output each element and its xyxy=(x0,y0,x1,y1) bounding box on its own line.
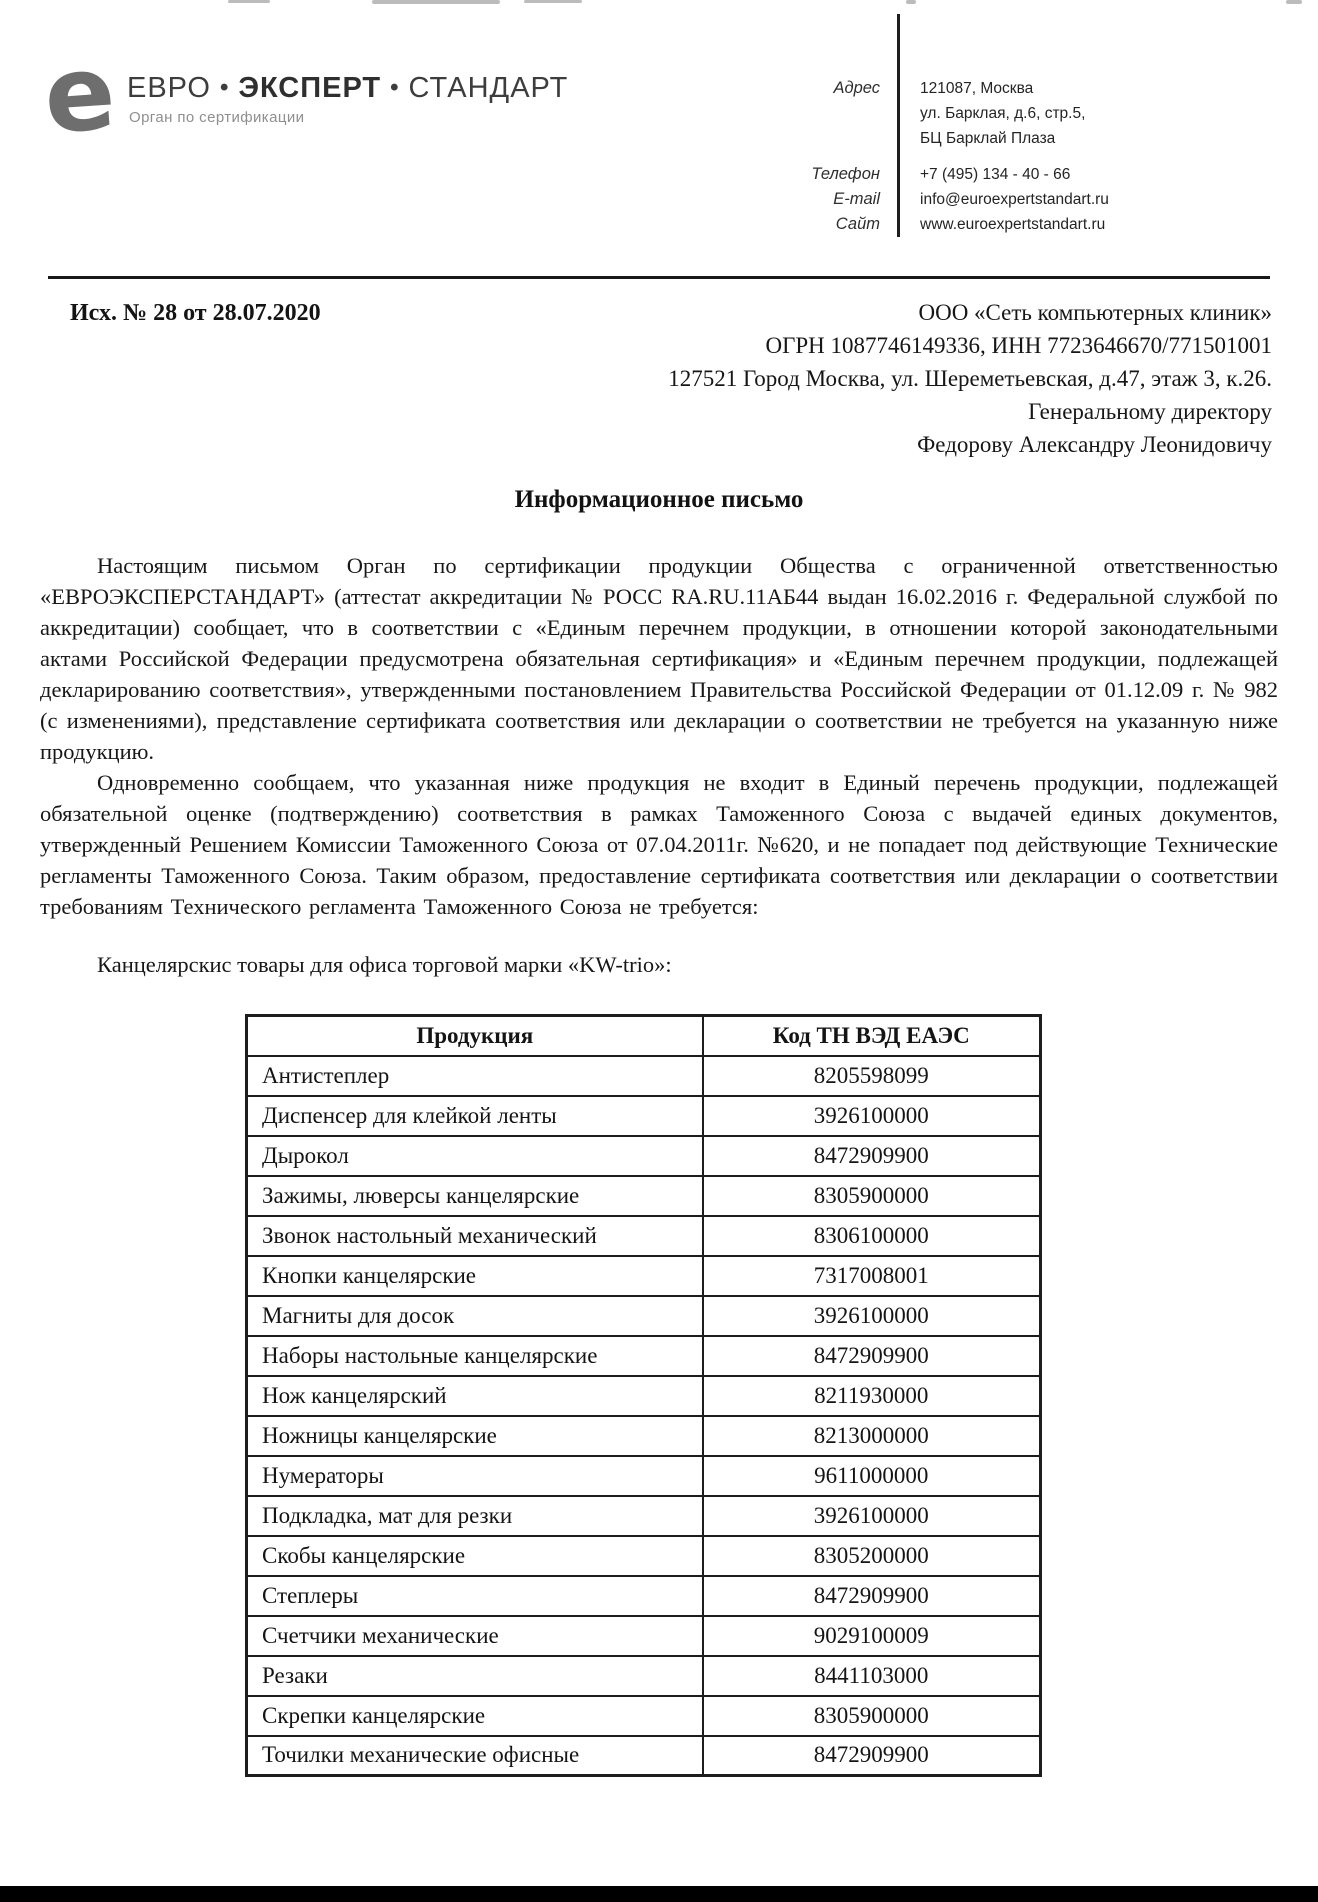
company-name xyxy=(127,72,568,105)
product-cell: Скрепки канцелярские xyxy=(247,1696,703,1736)
product-cell: Степлеры xyxy=(247,1576,703,1616)
product-cell: Диспенсер для клейкой ленты xyxy=(247,1096,703,1136)
address-line: БЦ Барклай Плаза xyxy=(920,130,1056,147)
spacer xyxy=(560,151,1280,162)
contact-block xyxy=(560,76,1280,237)
code-cell: 7317008001 xyxy=(703,1256,1041,1296)
code-cell: 8441103000 xyxy=(703,1656,1041,1696)
phone-value: +7 (495) 134 - 40 - 66 xyxy=(920,166,1071,183)
table-row xyxy=(247,1616,1041,1656)
code-cell: 3926100000 xyxy=(703,1296,1041,1336)
letter-paragraph: Настоящим письмом Орган по сертификации продукции Общества с ограниченной ответственностью «ЕВРОЭКСПЕРСТАНДАРТ» (аттестат аккредитации № РОСС RA.RU.11АБ44 выдан 16.02.2016 г. Федеральной службой по аккредитации) сообщает, что в соответствии с «Единым перечнем продукции, в отношении которой законодательными актами Российской Федерации предусмотрена обязательная сертификация» и «Единым перечнем продукции, подлежащей декларированию соответствия», утвержденными постановлением Правительства Российской Федерации от 01.12.09 г. № 982 (с изменениями), представление сертификата соответствия или декларации о соответствии не требуется на указанную ниже продукцию. xyxy=(40,553,1278,764)
table-row xyxy=(247,1136,1041,1176)
email-label: E-mail xyxy=(833,190,880,208)
letter-paragraph: Одновременно сообщаем, что указанная ниже продукция не входит в Единый перечень продукции, подлежащей обязательной оценке (подтверждению) соответствия в рамках Таможенного Союза с выдачей единых документов, утвержденный Решением Комиссии Таможенного Союза от 07.04.2011г. №620, и не попадает под действующие Технические регламенты Таможенного Союза. Таким образом, предоставление сертификата соответствия или декларации о соответствии требованиям Технического регламента Таможенного Союза не требуется: xyxy=(40,770,1278,919)
product-cell: Ножницы канцелярские xyxy=(247,1416,703,1456)
addressee-line: Генеральному директору xyxy=(1028,399,1272,424)
table-header-row xyxy=(247,1016,1041,1056)
addressee-line: 127521 Город Москва, ул. Шереметьевская, д.47, этаж 3, к.26. xyxy=(668,366,1272,391)
code-cell: 8305900000 xyxy=(703,1696,1041,1736)
scan-artifact xyxy=(1286,0,1302,4)
table-row xyxy=(247,1656,1041,1696)
table-row xyxy=(247,1416,1041,1456)
product-cell: Счетчики механические xyxy=(247,1616,703,1656)
address-label: Адрес xyxy=(833,79,880,97)
product-cell: Зажимы, люверсы канцелярские xyxy=(247,1176,703,1216)
product-cell: Дырокол xyxy=(247,1136,703,1176)
email-value: info@euroexpertstandart.ru xyxy=(920,191,1109,208)
scan-artifact xyxy=(906,0,916,4)
addressee-block xyxy=(668,296,1272,461)
code-cell: 9029100009 xyxy=(703,1616,1041,1656)
addressee-line: ОГРН 1087746149336, ИНН 7723646670/771501001 xyxy=(765,333,1272,358)
scan-artifact xyxy=(524,0,582,3)
products-table xyxy=(245,1014,1042,1777)
letter-body xyxy=(40,486,1278,1777)
table-row xyxy=(247,1376,1041,1416)
scan-artifact xyxy=(228,0,270,3)
product-cell: Подкладка, мат для резки xyxy=(247,1496,703,1536)
table-row xyxy=(247,1216,1041,1256)
table-row xyxy=(247,1696,1041,1736)
table-row xyxy=(247,1536,1041,1576)
table-row xyxy=(247,1576,1041,1616)
table-row xyxy=(247,1096,1041,1136)
product-cell: Антистеплер xyxy=(247,1056,703,1096)
address-line: ул. Барклая, д.6, стр.5, xyxy=(920,105,1086,122)
addressee-line: ООО «Сеть компьютерных клиник» xyxy=(918,300,1272,325)
table-row xyxy=(247,1176,1041,1216)
company-tagline: Орган по сертификации xyxy=(129,109,305,126)
bullet-separator-icon: • xyxy=(390,74,400,101)
outgoing-ref-number: Исх. № 28 от 28.07.2020 xyxy=(70,300,321,326)
code-cell: 8305200000 xyxy=(703,1536,1041,1576)
product-cell: Скобы канцелярские xyxy=(247,1536,703,1576)
bullet-separator-icon: • xyxy=(219,74,230,101)
code-cell: 8305900000 xyxy=(703,1176,1041,1216)
code-cell: 8306100000 xyxy=(703,1216,1041,1256)
code-cell: 3926100000 xyxy=(703,1096,1041,1136)
code-cell: 8205598099 xyxy=(703,1056,1041,1096)
code-cell: 9611000000 xyxy=(703,1456,1041,1496)
brand-word-expert: ЭКСПЕРТ xyxy=(238,72,382,104)
scan-bottom-edge-bar xyxy=(0,1886,1318,1902)
product-cell: Резаки xyxy=(247,1656,703,1696)
letterhead-divider-rule xyxy=(48,276,1270,279)
site-label: Сайт xyxy=(835,215,880,233)
code-cell: 8472909900 xyxy=(703,1576,1041,1616)
product-cell: Магниты для досок xyxy=(247,1296,703,1336)
table-row xyxy=(247,1496,1041,1536)
code-cell: 8472909900 xyxy=(703,1736,1041,1776)
product-cell: Кнопки канцелярские xyxy=(247,1256,703,1296)
code-cell: 3926100000 xyxy=(703,1496,1041,1536)
site-value: www.euroexpertstandart.ru xyxy=(920,216,1106,233)
table-row xyxy=(247,1056,1041,1096)
contact-row-phone xyxy=(560,162,1280,187)
contact-row-email xyxy=(560,187,1280,212)
product-cell: Наборы настольные канцелярские xyxy=(247,1336,703,1376)
phone-label: Телефон xyxy=(811,165,880,183)
table-row xyxy=(247,1736,1041,1776)
letter-title: Информационное письмо xyxy=(514,486,804,513)
table-row xyxy=(247,1256,1041,1296)
product-cell: Звонок настольный механический xyxy=(247,1216,703,1256)
addressee-line: Федорову Александру Леонидовичу xyxy=(917,432,1272,457)
contact-row-site xyxy=(560,212,1280,237)
table-row xyxy=(247,1296,1041,1336)
product-cell: Нож канцелярский xyxy=(247,1376,703,1416)
address-value xyxy=(920,76,1085,151)
address-line: 121087, Москва xyxy=(920,80,1034,97)
product-cell: Нумераторы xyxy=(247,1456,703,1496)
brand-word-evro: ЕВРО xyxy=(127,72,211,104)
column-header-code: Код ТН ВЭД ЕАЭС xyxy=(703,1016,1041,1056)
company-logo-e-icon: e xyxy=(40,30,120,158)
contact-row-address xyxy=(560,76,1280,151)
brand-word-standart: СТАНДАРТ xyxy=(408,72,569,104)
table-row xyxy=(247,1336,1041,1376)
scan-artifact xyxy=(372,0,500,4)
code-cell: 8213000000 xyxy=(703,1416,1041,1456)
code-cell: 8472909900 xyxy=(703,1336,1041,1376)
products-intro-line: Канцелярскис товары для офиса торговой марки «KW-trio»: xyxy=(97,952,672,977)
column-header-product: Продукция xyxy=(247,1016,703,1056)
code-cell: 8472909900 xyxy=(703,1136,1041,1176)
product-cell: Точилки механические офисные xyxy=(247,1736,703,1776)
table-row xyxy=(247,1456,1041,1496)
code-cell: 8211930000 xyxy=(703,1376,1041,1416)
